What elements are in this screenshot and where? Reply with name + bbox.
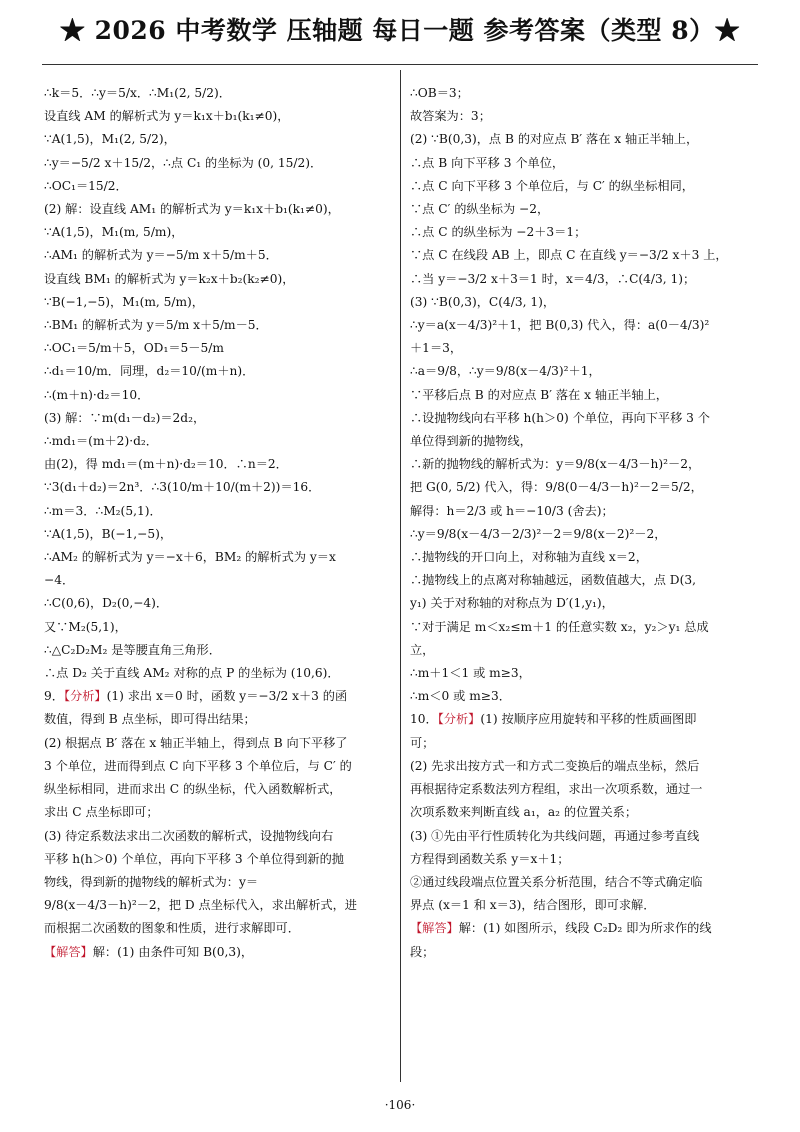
line-text: 再根据待定系数法列方程组，求出一次项系数，通过一 — [410, 782, 703, 797]
line-text: 物线，得到新的抛物线的解析式为：y＝ — [44, 874, 259, 889]
line-text: 解得：h＝2/3 或 h＝−10/3 (舍去)； — [410, 503, 614, 518]
line-text: 纵坐标相同，进而求出 C 的纵坐标，代入函数解析式， — [44, 782, 342, 797]
solution-line — [44, 848, 392, 871]
section-tag: 【解答】 — [44, 944, 93, 959]
solution-line — [44, 407, 392, 430]
page-number: ·106· — [384, 1098, 416, 1112]
solution-line — [44, 639, 392, 662]
line-text: 数值，得到 B 点坐标，即可得出结果； — [44, 712, 256, 727]
line-text: ∵对于满足 m＜x₂≤m＋1 的任意实数 x₂，y₂＞y₁ 总成 — [410, 619, 709, 634]
solution-line — [410, 82, 760, 105]
solution-line — [410, 801, 760, 824]
solution-line — [44, 801, 392, 824]
line-text: (2) ∵B(0,3)，点 B 的对应点 B′ 落在 x 轴正半轴上， — [410, 132, 699, 147]
line-text: ∴点 C 向下平移 3 个单位后，与 C′ 的纵坐标相同， — [410, 178, 694, 193]
solution-line — [44, 894, 392, 917]
solution-line — [44, 198, 392, 221]
solution-line — [410, 523, 760, 546]
line-text: ∴(m＋n)·d₂＝10． — [44, 387, 150, 402]
solution-line — [44, 685, 392, 708]
line-text: 设直线 BM₁ 的解析式为 y＝k₂x＋b₂(k₂≠0)， — [44, 271, 295, 286]
solution-line — [410, 662, 760, 685]
line-text: 次项系数来判断直线 a₁，a₂ 的位置关系； — [410, 805, 638, 820]
solution-line — [44, 152, 392, 175]
solution-line — [410, 453, 760, 476]
solution-line — [410, 105, 760, 128]
line-text: (3) 解：∵m(d₁－d₂)＝2d₂， — [44, 410, 206, 425]
line-text: 9/8(x－4/3－h)²－2，把 D 点坐标代入，求出解析式，进 — [44, 898, 357, 913]
solution-line — [410, 917, 760, 940]
solution-line — [44, 337, 392, 360]
solution-line — [410, 430, 760, 453]
line-text: 单位得到新的抛物线， — [410, 434, 532, 449]
solution-line — [44, 268, 392, 291]
solution-line — [410, 244, 760, 267]
solution-line — [410, 685, 760, 708]
column-divider — [400, 70, 401, 1082]
solution-line — [44, 546, 392, 569]
solution-line — [44, 941, 392, 964]
section-tag: 【分析】 — [63, 689, 107, 704]
solution-line — [410, 755, 760, 778]
line-text: ∵3(d₁＋d₂)＝2n³．∴3(10/m＋10/(m＋2))＝16． — [44, 480, 321, 495]
line-text: −4． — [44, 573, 75, 588]
line-text: 解：(1) 由条件可知 B(0,3)， — [92, 944, 254, 959]
solution-line — [44, 569, 392, 592]
solution-line — [44, 662, 392, 685]
line-text: ∴点 D₂ 关于直线 AM₂ 对称的点 P 的坐标为 (10,6)． — [44, 666, 340, 681]
solution-line — [44, 616, 392, 639]
line-text: (2) 先求出按方式一和方式二变换后的端点坐标，然后 — [410, 758, 700, 773]
line-text: 可； — [410, 735, 435, 750]
line-text: ∴设抛物线向右平移 h(h＞0) 个单位，再向下平移 3 个 — [410, 410, 710, 425]
line-text: ∴y＝−5/2 x＋15/2，∴点 C₁ 的坐标为 (0, 15/2)． — [44, 155, 323, 170]
solution-line — [44, 128, 392, 151]
line-text: ∴OC₁＝15/2． — [44, 178, 128, 193]
solution-line — [410, 152, 760, 175]
solution-line — [44, 82, 392, 105]
solution-line — [410, 291, 760, 314]
line-text: 界点 (x＝1 和 x＝3)，结合图形，即可求解． — [410, 898, 656, 913]
line-text: ∴AM₁ 的解析式为 y＝−5/m x＋5/m＋5． — [44, 248, 278, 263]
line-text: ∴OC₁＝5/m＋5，OD₁＝5－5/m — [44, 341, 224, 356]
line-text: (2) 根据点 B′ 落在 x 轴正半轴上，得到点 B 向下平移了 — [44, 735, 348, 750]
line-text: (3) ∵B(0,3)，C(4/3, 1)， — [410, 294, 556, 309]
line-text: 3 个单位，进而得到点 C 向下平移 3 个单位后，与 C′ 的 — [44, 758, 352, 773]
line-text: 方程得到函数关系 y＝x＋1； — [410, 851, 570, 866]
solution-line — [44, 523, 392, 546]
line-text: ∴抛物线上的点离对称轴越远，函数值越大，点 D(3, — [410, 573, 696, 588]
line-text: ∴m＜0 或 m≥3． — [410, 689, 511, 704]
line-text: ∴OB＝3； — [410, 86, 469, 100]
line-text: ∴点 B 向下平移 3 个单位， — [410, 155, 565, 170]
line-text: ∴y＝9/8(x－4/3－2/3)²－2＝9/8(x－2)²－2， — [410, 526, 667, 541]
solution-line — [44, 105, 392, 128]
line-text: 设直线 AM 的解析式为 y＝k₁x＋b₁(k₁≠0)， — [44, 109, 290, 124]
solution-line — [44, 778, 392, 801]
line-text: ∴C(0,6)，D₂(0,−4)． — [44, 596, 169, 611]
solution-line — [44, 732, 392, 755]
line-text: 而根据二次函数的图象和性质，进行求解即可． — [44, 921, 300, 936]
solution-line — [410, 268, 760, 291]
line-text: ＋1＝3， — [410, 341, 463, 356]
solution-line — [44, 871, 392, 894]
solution-line — [410, 592, 760, 615]
line-text: ∴点 C 的纵坐标为 −2＋3＝1； — [410, 225, 587, 240]
solution-line — [410, 732, 760, 755]
line-text: 段； — [410, 944, 435, 959]
solution-line — [410, 825, 760, 848]
solution-line — [410, 128, 760, 151]
solution-line — [44, 708, 392, 731]
solution-line — [410, 198, 760, 221]
line-text: ∵平移后点 B 的对应点 B′ 落在 x 轴正半轴上， — [410, 387, 668, 402]
line-text: ∴y＝a(x－4/3)²＋1，把 B(0,3) 代入，得：a(0－4/3)² — [410, 318, 710, 333]
line-text: 立， — [410, 642, 435, 657]
solution-line — [410, 407, 760, 430]
solution-line — [44, 291, 392, 314]
solution-line — [44, 175, 392, 198]
line-text: (1) 按顺序应用旋转和平移的性质画图即 — [480, 712, 697, 727]
problem-number: 9． — [44, 689, 64, 704]
line-text: 由(2)，得 md₁＝(m＋n)·d₂＝10．∴n＝2． — [44, 457, 288, 472]
solution-line — [410, 360, 760, 383]
solution-line — [44, 917, 392, 940]
solution-line — [44, 244, 392, 267]
line-text: ∵A(1,5)，M₁(2, 5/2)， — [44, 132, 176, 147]
line-text: ∵A(1,5)，B(−1,−5)， — [44, 526, 173, 541]
solution-line — [410, 337, 760, 360]
line-text: ∴m＝3．∴M₂(5,1)． — [44, 503, 162, 518]
solution-line — [44, 500, 392, 523]
solution-line — [410, 616, 760, 639]
solution-line — [44, 755, 392, 778]
problem-number: 10． — [410, 712, 438, 727]
line-text: 解：(1) 如图所示，线段 C₂D₂ 即为所求作的线 — [458, 921, 712, 936]
line-text: 求出 C 点坐标即可； — [44, 805, 159, 820]
line-text: ∵点 C 在线段 AB 上，即点 C 在直线 y＝−3/2 x＋3 上， — [410, 248, 728, 263]
solution-line — [410, 639, 760, 662]
solution-line — [410, 941, 760, 964]
solution-line — [44, 430, 392, 453]
solution-line — [410, 500, 760, 523]
line-text: y₁) 关于对称轴的对称点为 D′(1,y₁)， — [410, 596, 614, 611]
section-tag: 【分析】 — [437, 712, 481, 727]
solution-line — [44, 384, 392, 407]
solution-line — [410, 314, 760, 337]
line-text: ∴当 y＝−3/2 x＋3＝1 时，x＝4/3，∴C(4/3, 1)； — [410, 271, 696, 286]
line-text: ∴a＝9/8，∴y＝9/8(x－4/3)²＋1， — [410, 364, 601, 379]
solution-line — [44, 825, 392, 848]
solution-line — [410, 894, 760, 917]
solution-line — [44, 476, 392, 499]
line-text: ∴k＝5．∴y＝5/x．∴M₁(2, 5/2)． — [44, 86, 231, 100]
solution-line — [410, 871, 760, 894]
line-text: ∴m＋1＜1 或 m≥3， — [410, 666, 531, 681]
left-column — [44, 82, 392, 1102]
solution-line — [410, 384, 760, 407]
solution-line — [410, 708, 760, 731]
line-text: ∵B(−1,−5)，M₁(m, 5/m)， — [44, 294, 204, 309]
solution-line — [44, 360, 392, 383]
solution-line — [44, 592, 392, 615]
line-text: ∴md₁＝(m＋2)·d₂． — [44, 434, 158, 449]
solution-line — [410, 221, 760, 244]
header-rule — [42, 64, 758, 65]
line-text: ∵A(1,5)，M₁(m, 5/m)， — [44, 225, 184, 240]
line-text: ∴d₁＝10/m．同理，d₂＝10/(m＋n)． — [44, 364, 255, 379]
line-text: ∴BM₁ 的解析式为 y＝5/m x＋5/m－5． — [44, 318, 268, 333]
right-column — [410, 82, 760, 1102]
line-text: (1) 求出 x＝0 时，函数 y＝−3/2 x＋3 的函 — [106, 689, 348, 704]
line-text: (3) ①先由平行性质转化为共线问题，再通过参考直线 — [410, 828, 700, 843]
line-text: 把 G(0, 5/2) 代入，得：9/8(0－4/3－h)²－2＝5/2， — [410, 480, 703, 495]
solution-line — [410, 569, 760, 592]
line-text: ②通过线段端点位置关系分析范围，结合不等式确定临 — [410, 874, 703, 889]
solution-line — [44, 221, 392, 244]
line-text: 又∵M₂(5,1)， — [44, 619, 127, 634]
solution-line — [410, 175, 760, 198]
line-text: ∵点 C′ 的纵坐标为 −2， — [410, 202, 550, 217]
section-tag: 【解答】 — [410, 921, 459, 936]
line-text: (2) 解：设直线 AM₁ 的解析式为 y＝k₁x＋b₁(k₁≠0)， — [44, 202, 340, 217]
line-text: (3) 待定系数法求出二次函数的解析式，设抛物线向右 — [44, 828, 334, 843]
line-text: ∴抛物线的开口向上，对称轴为直线 x＝2， — [410, 550, 648, 565]
solution-line — [410, 778, 760, 801]
line-text: 平移 h(h＞0) 个单位，再向下平移 3 个单位得到新的抛 — [44, 851, 344, 866]
line-text: 故答案为：3； — [410, 109, 491, 124]
solution-line — [44, 453, 392, 476]
line-text: ∴AM₂ 的解析式为 y＝−x＋6，BM₂ 的解析式为 y＝x — [44, 550, 336, 565]
line-text: ∴△C₂D₂M₂ 是等腰直角三角形． — [44, 642, 221, 657]
page-title: ★ 2026 中考数学 压轴题 每日一题 参考答案（类型 8）★ — [59, 16, 741, 45]
solution-line — [410, 546, 760, 569]
line-text: ∴新的抛物线的解析式为：y＝9/8(x－4/3－h)²－2， — [410, 457, 701, 472]
solution-line — [410, 848, 760, 871]
solution-line — [410, 476, 760, 499]
solution-line — [44, 314, 392, 337]
